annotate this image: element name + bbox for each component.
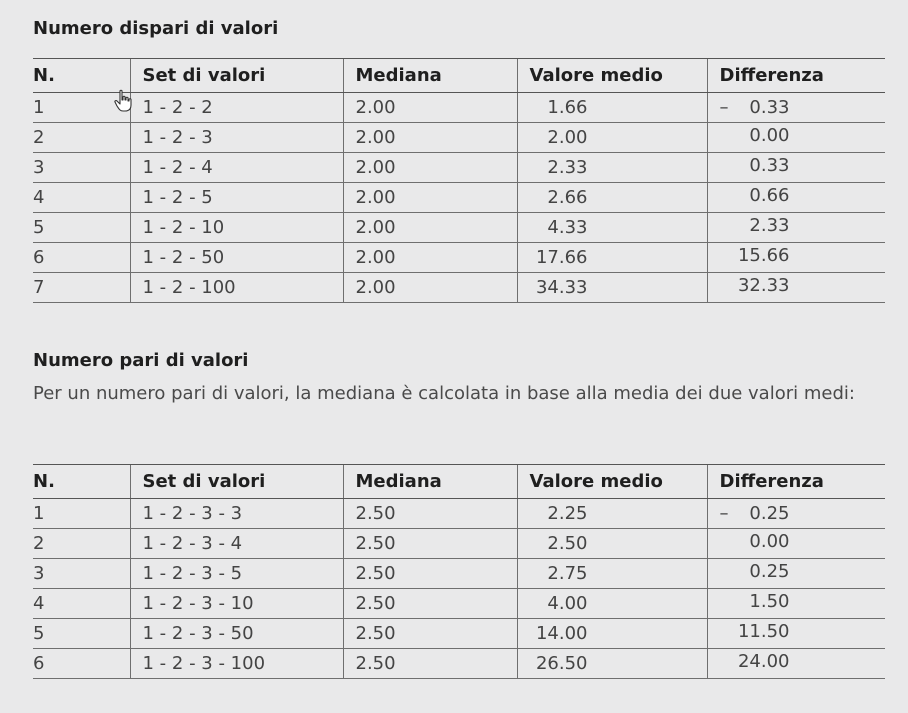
header-set: Set di valori [130,59,343,93]
cell-n: 5 [33,213,130,243]
cell-mediana: 2.00 [343,123,517,153]
valore-medio-value: 2.75 [547,563,588,584]
cell-n: 1 [33,93,130,123]
cell-differenza [707,529,885,559]
difference-value: 1.50 [749,590,790,612]
cell-differenza [707,123,885,153]
valore-medio-value: 2.50 [547,533,588,554]
header-differenza: Differenza [707,59,885,93]
difference-value: 24.00 [737,650,790,672]
valore-medio-value: 2.00 [547,127,588,148]
difference-sign [720,125,734,146]
header-valore-medio: Valore medio [517,59,707,93]
table-header-row [33,465,885,499]
valore-medio-value: 4.33 [547,217,588,238]
table-row [33,529,885,559]
even-section-title: Numero pari di valori [33,350,249,371]
cell-set: 1 - 2 - 3 - 3 [130,499,343,529]
cell-differenza [707,243,885,273]
cell-valore-medio [517,213,707,243]
cell-set: 1 - 2 - 3 - 4 [130,529,343,559]
table-row [33,93,885,123]
difference-sign: – [719,97,729,118]
header-mediana: Mediana [343,59,517,93]
cell-n: 7 [33,273,130,303]
odd-section-title: Numero dispari di valori [33,18,279,39]
cell-set: 1 - 2 - 100 [130,273,343,303]
cell-n: 3 [33,153,130,183]
cell-n: 2 [33,529,130,559]
cell-differenza [707,649,885,679]
cell-valore-medio [517,273,707,303]
cell-set: 1 - 2 - 50 [130,243,343,273]
difference-value: 0.00 [749,530,790,552]
cell-mediana: 2.00 [343,183,517,213]
cell-set: 1 - 2 - 3 - 100 [130,649,343,679]
cell-n: 5 [33,619,130,649]
cell-mediana: 2.50 [343,619,517,649]
cell-valore-medio [517,649,707,679]
difference-sign [720,561,734,582]
cell-n: 2 [33,123,130,153]
difference-sign [720,275,734,296]
header-n: N. [33,465,130,499]
cell-mediana: 2.50 [343,559,517,589]
table-row [33,559,885,589]
cell-n: 3 [33,559,130,589]
cell-n: 6 [33,649,130,679]
cell-set: 1 - 2 - 3 - 50 [130,619,343,649]
difference-sign [720,185,734,206]
cell-differenza [707,619,885,649]
table-header-row [33,59,885,93]
cell-valore-medio [517,589,707,619]
cell-valore-medio [517,123,707,153]
cell-set: 1 - 2 - 3 - 10 [130,589,343,619]
valore-medio-value: 1.66 [547,97,588,118]
cell-valore-medio [517,153,707,183]
table-row [33,123,885,153]
table-row [33,649,885,679]
difference-sign [720,591,734,612]
difference-value: 0.66 [749,184,790,206]
table-row [33,153,885,183]
difference-value: 2.33 [749,214,790,236]
cell-set: 1 - 2 - 5 [130,183,343,213]
cell-n: 4 [33,589,130,619]
cell-set: 1 - 2 - 3 [130,123,343,153]
cell-differenza [707,213,885,243]
cell-mediana: 2.50 [343,499,517,529]
cell-differenza [707,559,885,589]
cell-n: 4 [33,183,130,213]
valore-medio-value: 2.25 [547,503,588,524]
cell-n: 6 [33,243,130,273]
cell-differenza [707,93,885,123]
table-row [33,619,885,649]
valore-medio-value: 14.00 [535,623,588,644]
valore-medio-value: 2.66 [547,187,588,208]
table-row [33,243,885,273]
table-row [33,589,885,619]
difference-value: 11.50 [737,620,790,642]
valore-medio-value: 17.66 [535,247,588,268]
difference-value: 0.25 [749,560,790,582]
cell-n: 1 [33,499,130,529]
cell-mediana: 2.00 [343,243,517,273]
cell-valore-medio [517,559,707,589]
difference-sign [720,531,734,552]
cell-differenza [707,183,885,213]
cell-differenza [707,499,885,529]
header-n: N. [33,59,130,93]
cell-mediana: 2.50 [343,529,517,559]
difference-sign [720,155,734,176]
cell-differenza [707,589,885,619]
cell-differenza [707,273,885,303]
even-section-description: Per un numero pari di valori, la mediana è calcolata in base alla media dei due valori medi: [33,383,855,404]
difference-value: 0.33 [749,154,790,176]
table-row [33,273,885,303]
difference-value: 0.33 [749,97,790,118]
valore-medio-value: 26.50 [535,653,588,674]
cell-valore-medio [517,619,707,649]
cell-valore-medio [517,93,707,123]
cell-valore-medio [517,499,707,529]
hand-pointer-icon [113,89,135,113]
cell-set: 1 - 2 - 4 [130,153,343,183]
cell-mediana: 2.00 [343,273,517,303]
header-mediana: Mediana [343,465,517,499]
cell-set: 1 - 2 - 2 [130,93,343,123]
cell-mediana: 2.00 [343,213,517,243]
difference-value: 15.66 [737,244,790,266]
cell-valore-medio [517,183,707,213]
cell-valore-medio [517,243,707,273]
difference-sign: – [719,503,729,524]
difference-sign [720,245,734,266]
cell-valore-medio [517,529,707,559]
table-row [33,499,885,529]
cell-set: 1 - 2 - 10 [130,213,343,243]
valore-medio-value: 2.33 [547,157,588,178]
cell-set: 1 - 2 - 3 - 5 [130,559,343,589]
difference-sign [720,215,734,236]
header-valore-medio: Valore medio [517,465,707,499]
table-row [33,213,885,243]
cell-mediana: 2.50 [343,649,517,679]
difference-sign [720,651,734,672]
header-set: Set di valori [130,465,343,499]
cell-mediana: 2.50 [343,589,517,619]
difference-value: 0.00 [749,124,790,146]
odd-values-table [33,58,885,303]
even-values-table [33,464,885,679]
cell-mediana: 2.00 [343,153,517,183]
cell-differenza [707,153,885,183]
table-row [33,183,885,213]
difference-sign [720,621,734,642]
valore-medio-value: 34.33 [535,277,588,298]
difference-value: 0.25 [749,503,790,524]
header-differenza: Differenza [707,465,885,499]
cell-mediana: 2.00 [343,93,517,123]
valore-medio-value: 4.00 [547,593,588,614]
difference-value: 32.33 [737,274,790,296]
